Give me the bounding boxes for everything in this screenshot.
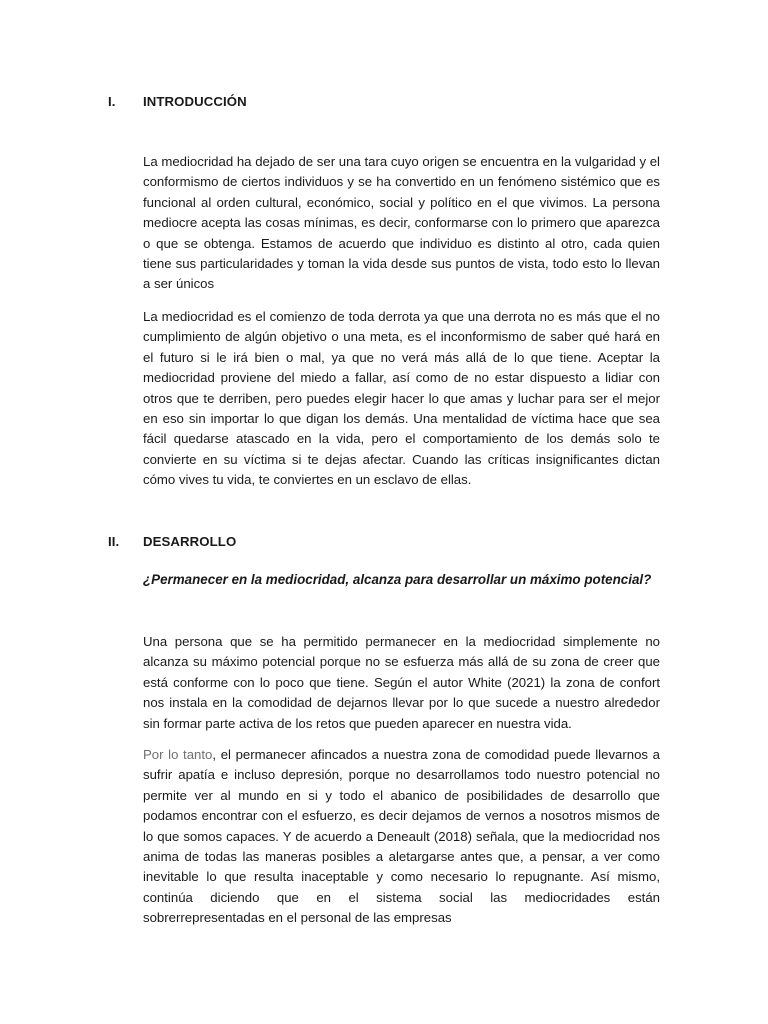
section-heading-desarrollo (108, 534, 236, 549)
section-number: I. (108, 94, 116, 109)
development-paragraph-1: Una persona que se ha permitido permanecer en la mediocridad simplemente no alcanza su máximo potencial porque no se esfuerza más allá de su zona de creer que está conforme con lo poco que tiene. Según el autor White (2021) la zona de confort nos instala en la comodidad de dejarnos llevar por lo que sucede a nuestro alrededor sin formar parte activa de los retos que pueden aparecer en nuestra vida. (143, 634, 660, 731)
development-paragraph-2 (143, 745, 660, 929)
paragraph-lead-phrase: Por lo tanto (143, 747, 213, 762)
section-heading-introduccion (108, 94, 247, 109)
section-number: II. (108, 534, 120, 549)
intro-paragraph-2: La mediocridad es el comienzo de toda derrota ya que una derrota no es más que el no cumplimiento de algún objetivo o una meta, es el inconformismo de saber qué hará en el futuro si le irá bien o mal, ya que no verá más allá de lo que tiene. Aceptar la mediocridad proviene del miedo a fallar, así como de no estar dispuesto a lidiar con otros que te derriben, pero puedes elegir hacer lo que amas y luchar para ser el mejor en eso sin importar lo que digan los demás. Una mentalidad de víctima hace que sea fácil quedarse atascado en la vida, pero el comportamiento de los demás solo te convierte en su víctima si te dejas afectar. Cuando las críticas insignificantes dictan cómo vives tu vida, te conviertes en un esclavo de ellas. (143, 309, 660, 488)
section-title: DESARROLLO (143, 534, 237, 549)
intro-paragraph-1: La mediocridad ha dejado de ser una tara cuyo origen se encuentra en la vulgaridad y el conformismo de ciertos individuos y se ha convertido en un fenómeno sistémico que es funcional al orden cultural, económico, social y político en el que vivimos. La persona mediocre acepta las cosas mínimas, es decir, conformarse con lo primero que aparezca o que se obtenga. Estamos de acuerdo que individuo es distinto al otro, cada quien tiene sus particularidades y toman la vida desde sus puntos de vista, todo esto lo llevan a ser únicos (143, 154, 660, 292)
section-question: ¿Permanecer en la mediocridad, alcanza para desarrollar un máximo potencial? (143, 572, 652, 587)
section-title: INTRODUCCIÓN (143, 94, 247, 109)
paragraph-body: , el permanecer afincados a nuestra zona de comodidad puede llevarnos a sufrir apatía e incluso depresión, porque no desarrollamos todo nuestro potencial no permite ver al mundo en si y todo el abanico de posibilidades de desarrollo que podamos encontrar con el esfuerzo, es decir dejamos de vernos a nosotros mismos de lo que somos capaces. Y de acuerdo a Deneault (2018) señala, que la mediocridad nos anima de todas las maneras posibles a aletargarse antes que, a pensar, a ver como inevitable lo que resulta inaceptable y como necesario lo repugnante. Así mismo, continúa diciendo que en el sistema social las mediocridades están sobrerrepresentadas en el personal de las empresas (143, 747, 660, 926)
